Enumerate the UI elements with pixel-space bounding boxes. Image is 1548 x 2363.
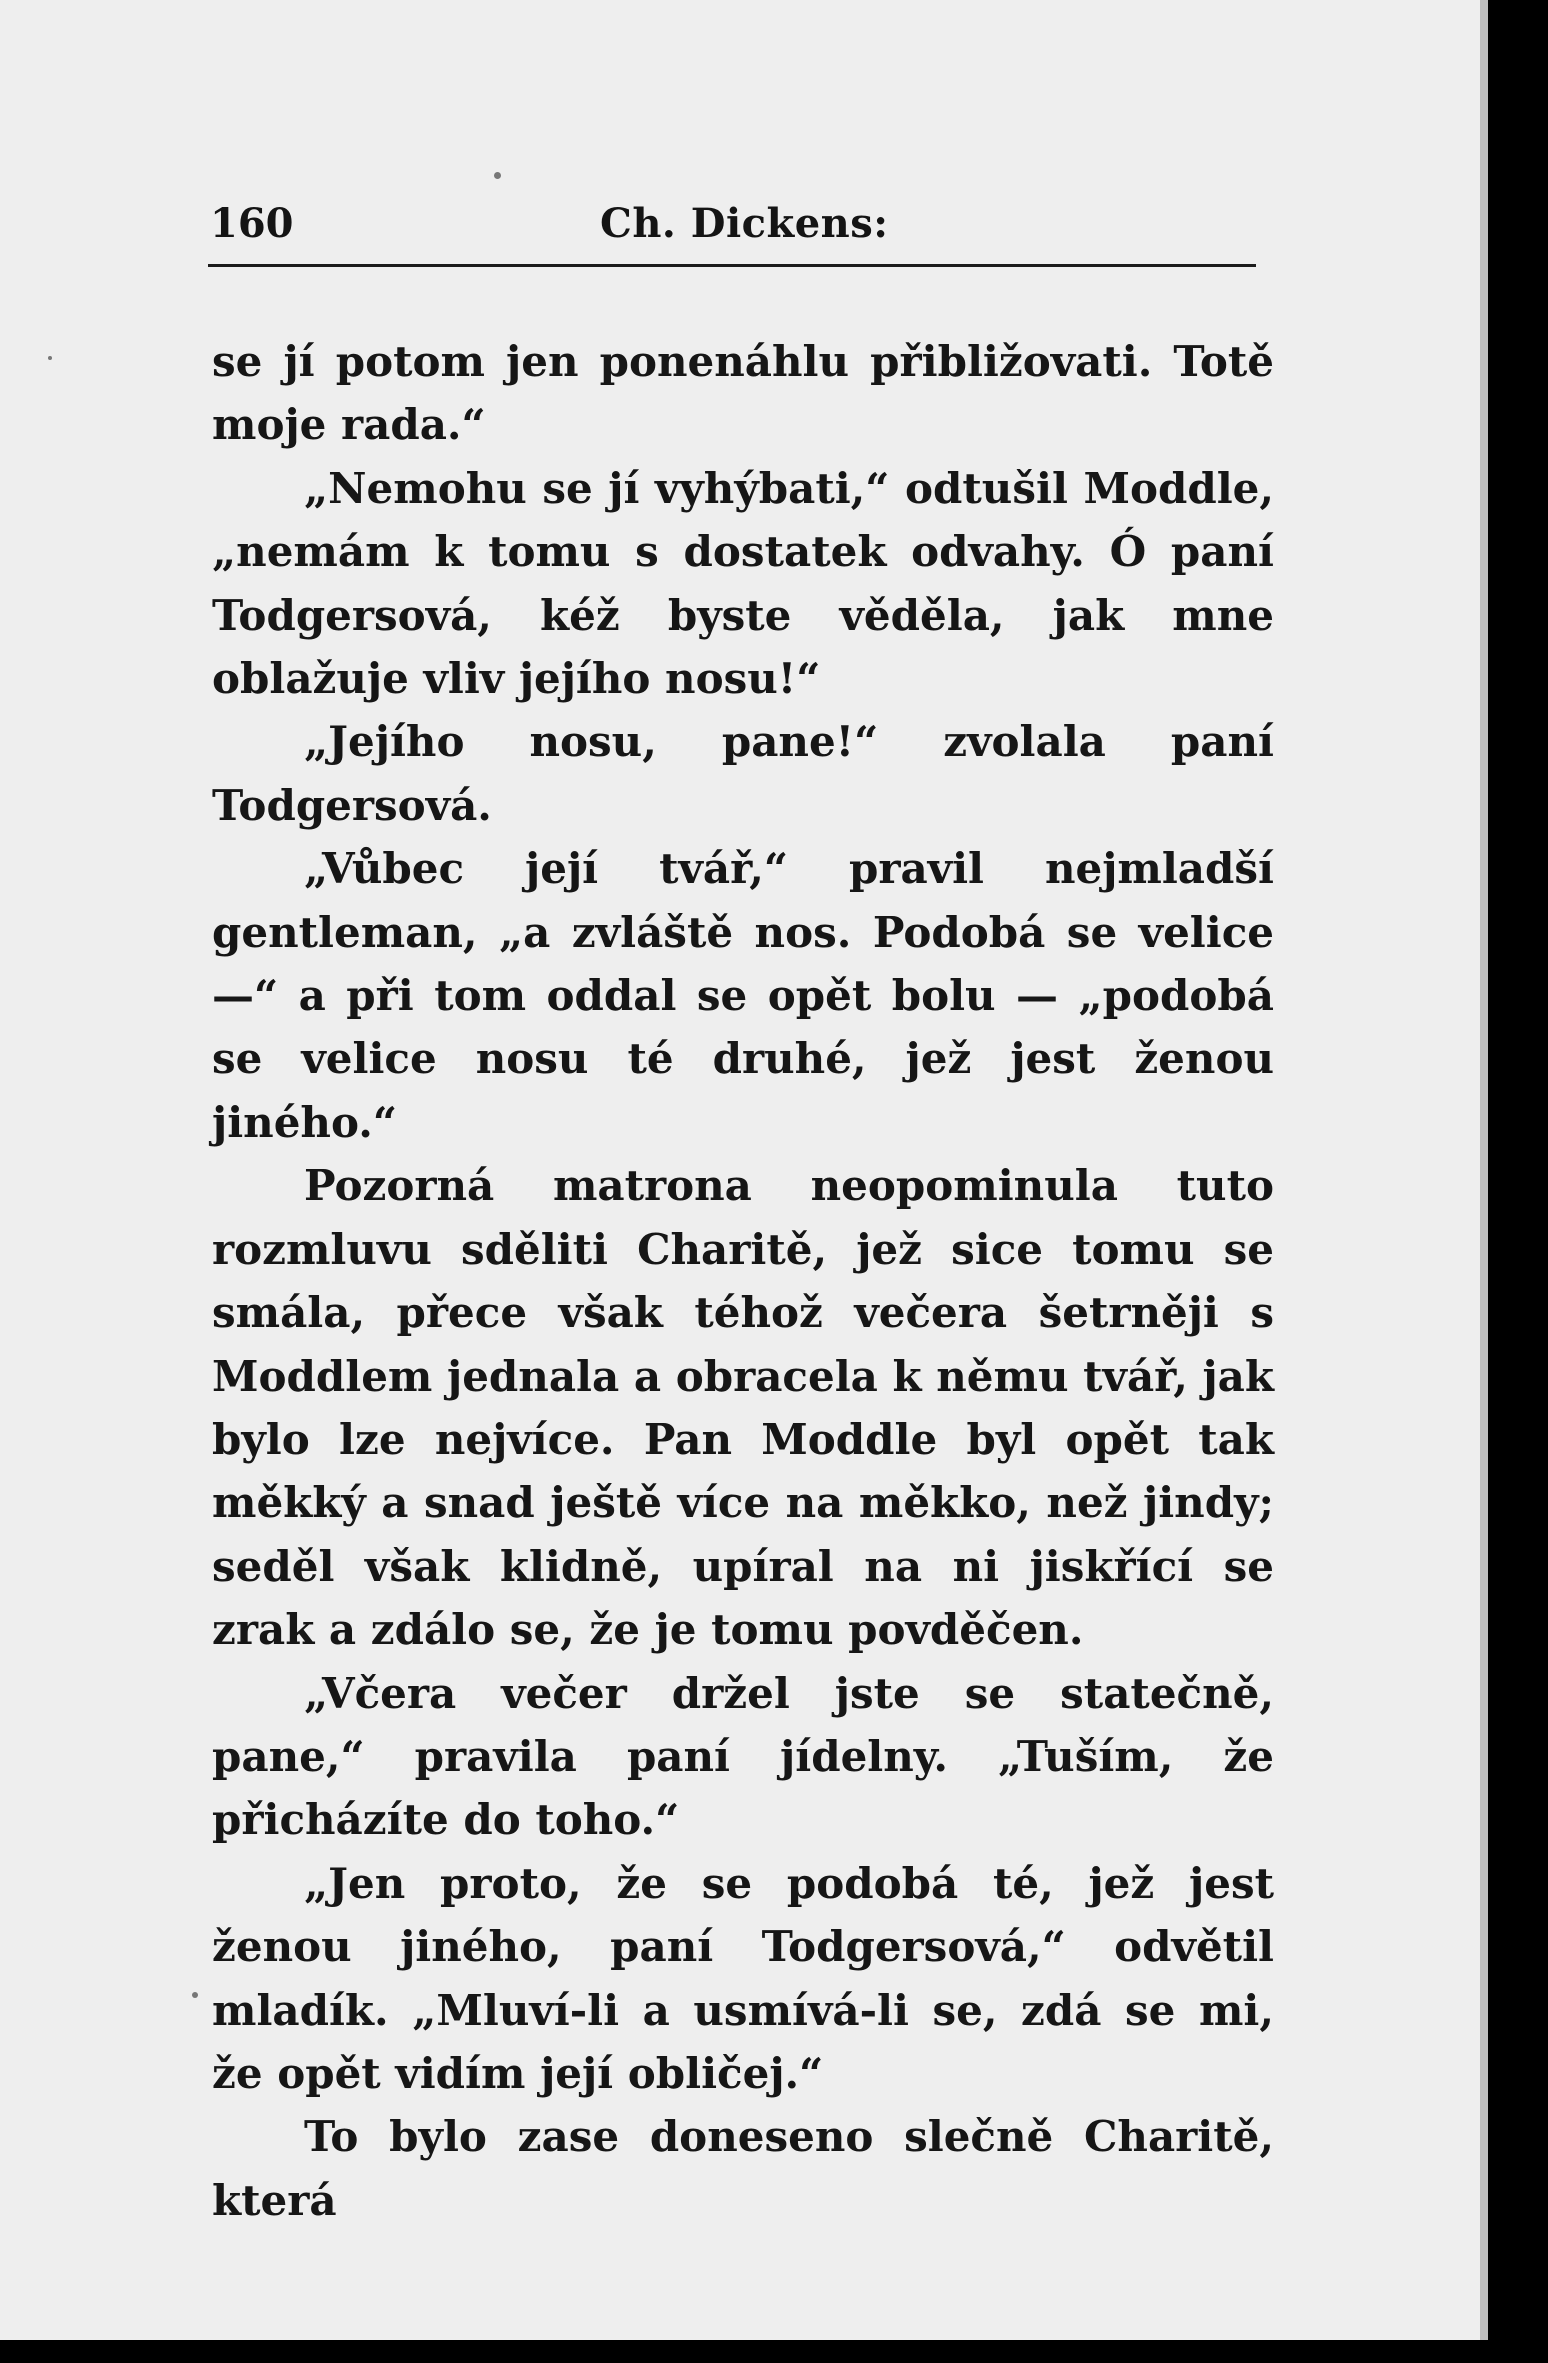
header-rule — [208, 264, 1256, 267]
page-header — [208, 196, 1256, 256]
page-number: 160 — [210, 200, 294, 247]
running-head: Ch. Dickens: — [600, 200, 889, 247]
paper-speck — [192, 1992, 198, 1998]
paragraph: Pozorná matrona neopominula tuto rozmluvu sděliti Charitě, jež sice tomu se smála, přece však téhož večera šetrněji s Moddlem jednala a obracela k němu tvář, jak bylo lze nejvíce. Pan Moddle byl opět tak měkký a snad ještě více na měkko, než jindy; seděl však klidně, upíral na ni jiskřící se zrak a zdálo se, že je tomu povděčen. — [212, 1161, 1274, 1655]
paragraph: To bylo zase doneseno slečně Charitě, která — [212, 2112, 1274, 2225]
paragraph: „Vůbec její tvář,“ pravil nejmladší gentleman, „a zvláště nos. Podobá se velice —“ a při tom oddal se opět bolu — „podobá se velice nosu té druhé, jež jest ženou jiného.“ — [212, 844, 1274, 1147]
paragraph: „Nemohu se jí vyhýbati,“ odtušil Moddle, „nemám k tomu s dostatek odvahy. Ó paní Todgersová, kéž byste věděla, jak mne oblažuje vliv jejího nosu!“ — [212, 463, 1274, 704]
paper-speck — [48, 356, 52, 360]
paragraph: se jí potom jen ponenáhlu přibližovati. Totě moje rada.“ — [212, 337, 1274, 450]
paragraph: „Jejího nosu, pane!“ zvolala paní Todgersová. — [212, 717, 1274, 830]
body-text — [212, 330, 1274, 2232]
paper-speck — [494, 172, 501, 179]
paragraph: „Jen proto, že se podobá té, jež jest ženou jiného, paní Todgersová,“ odvětil mladík. „Mluví-li a usmívá-li se, zdá se mi, že opět vidím její obličej.“ — [212, 1858, 1274, 2098]
paragraph: „Včera večer držel jste se statečně, pane,“ pravila paní jídelny. „Tuším, že přicházíte do toho.“ — [212, 1668, 1274, 1845]
page-edge — [1480, 0, 1488, 2340]
